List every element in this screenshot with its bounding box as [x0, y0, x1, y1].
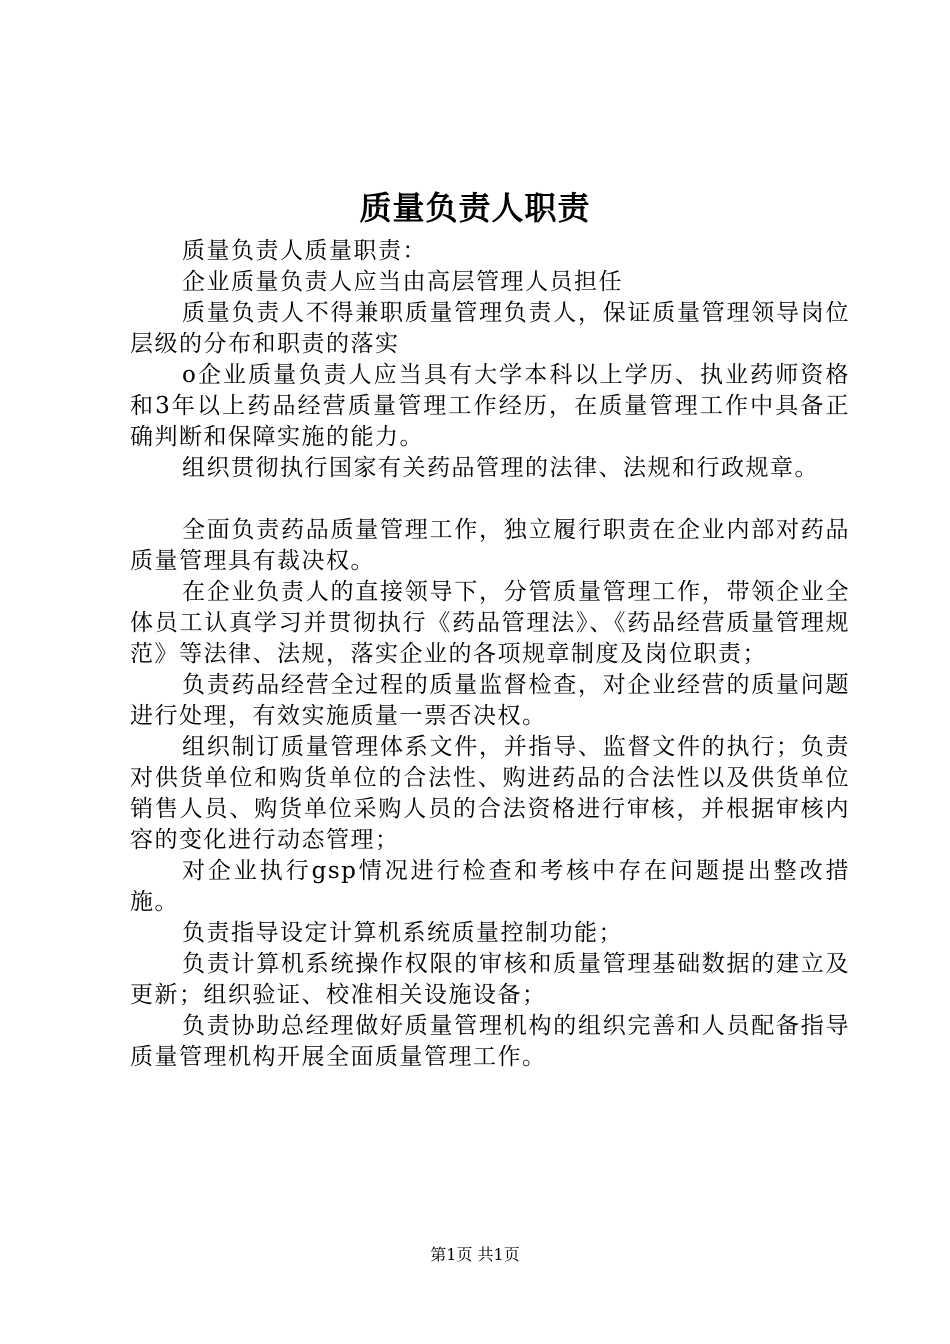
paragraph-no-concurrent-post: 质量负责人不得兼职质量管理负责人，保证质量管理领导岗位层级的分布和职责的落实 — [130, 300, 850, 357]
paragraph-senior-management: 企业质量负责人应当由高层管理人员担任 — [182, 269, 623, 295]
paragraph-assist-manager: 负责协助总经理做好质量管理机构的组织完善和人员配备指导质量管理机构开展全面质量管理工作。 — [130, 1013, 850, 1070]
paragraph-gsp-inspection: 对企业执行gsp情况进行检查和考核中存在问题提出整改措施。 — [130, 858, 850, 915]
paragraph-qualifications: o企业质量负责人应当具有大学本科以上学历、执业药师资格和3年以上药品经营质量管理工作经历，在质量管理工作中具备正确判断和保障实施的能力。 — [130, 362, 850, 450]
paragraph-computer-control: 负责指导设定计算机系统质量控制功能； — [182, 920, 623, 946]
paragraph-overall-responsibility: 全面负责药品质量管理工作，独立履行职责在企业内部对药品质量管理具有裁决权。 — [130, 517, 850, 574]
paragraph-system-documents: 组织制订质量管理体系文件，并指导、监督文件的执行；负责对供货单位和购货单位的合法性、购进药品的合法性以及供货单位销售人员、购货单位采购人员的合法资格进行审核，并根据审核内容的变化进行动态管理； — [130, 734, 850, 853]
document-body — [130, 236, 850, 1073]
paragraph-quality-duties-heading: 质量负责人质量职责： — [182, 238, 427, 264]
document-title: 质量负责人职责 — [359, 189, 591, 227]
page-footer: 第1页 共1页 — [430, 1245, 520, 1264]
paragraph-lead-staff: 在企业负责人的直接领导下，分管质量管理工作，带领企业全体员工认真学习并贯彻执行《药品管理法》、《药品经营质量管理规范》等法律、法规，落实企业的各项规章制度及岗位职责； — [130, 579, 850, 667]
paragraph-permissions: 负责计算机系统操作权限的审核和质量管理基础数据的建立及更新；组织验证、校准相关设施设备； — [130, 951, 850, 1008]
paragraph-supervision: 负责药品经营全过程的质量监督检查，对企业经营的质量问题进行处理，有效实施质量一票否决权。 — [130, 672, 850, 729]
paragraph-implement-laws: 组织贯彻执行国家有关药品管理的法律、法规和行政规章。 — [182, 455, 819, 481]
